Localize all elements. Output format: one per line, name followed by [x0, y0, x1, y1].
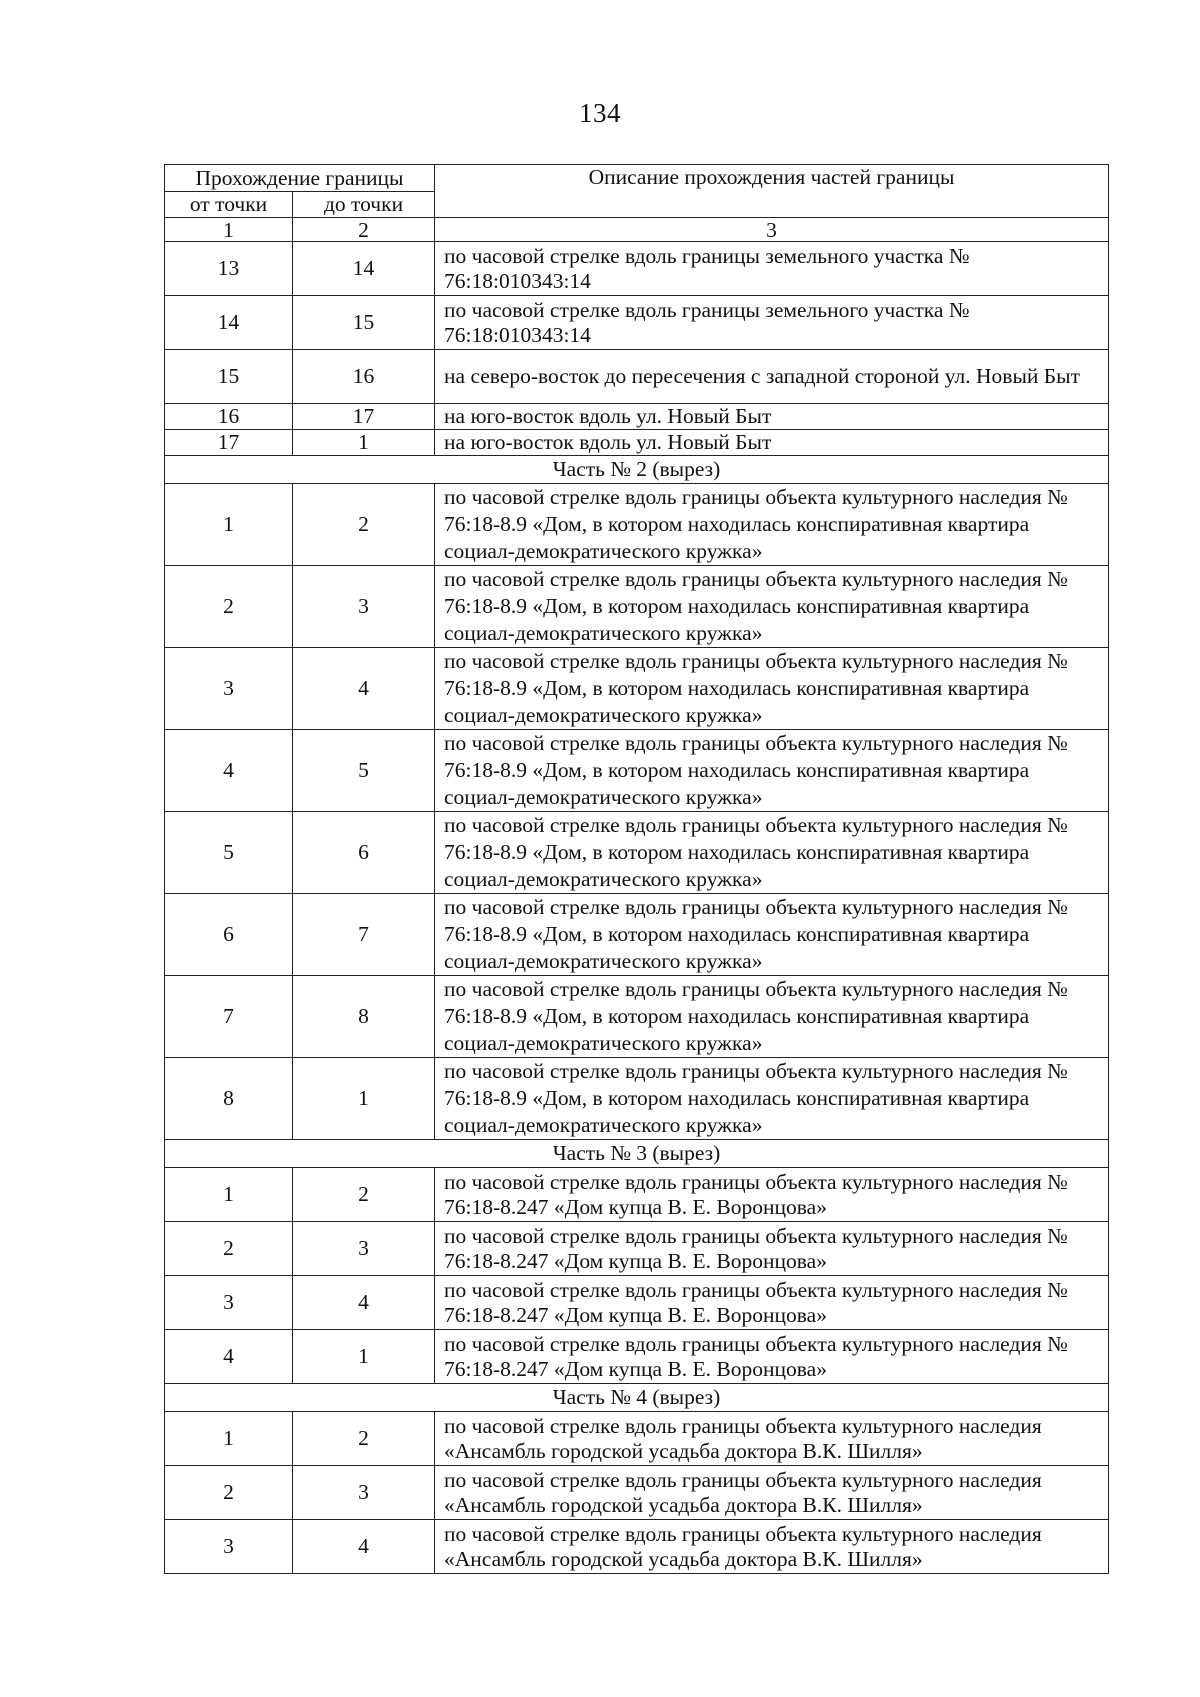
section-heading-row [165, 1140, 1109, 1168]
segment-description: на юго-восток вдоль ул. Новый Быт [435, 404, 1109, 430]
to-point: 14 [293, 242, 435, 296]
to-point: 4 [293, 1520, 435, 1574]
header-from-point: от точки [165, 192, 293, 218]
table-row [165, 1330, 1109, 1384]
section-title-part-2: Часть № 2 (вырез) [165, 456, 1109, 484]
segment-description: по часовой стрелке вдоль границы объекта культурного наследия № 76:18-8.247 «Дом купца В. Е. Воронцова» [435, 1330, 1109, 1384]
segment-description: на юго-восток вдоль ул. Новый Быт [435, 430, 1109, 456]
table-row [165, 350, 1109, 404]
section-title-part-4: Часть № 4 (вырез) [165, 1384, 1109, 1412]
segment-description: по часовой стрелке вдоль границы объекта культурного наследия № 76:18-8.9 «Дом, в котором находилась конспиративная квартира социал-демократического кружка» [435, 812, 1109, 894]
table-row [165, 1058, 1109, 1140]
table-row [165, 296, 1109, 350]
to-point: 1 [293, 1058, 435, 1140]
column-number-3: 3 [435, 218, 1109, 242]
column-number-2: 2 [293, 218, 435, 242]
to-point: 7 [293, 894, 435, 976]
from-point: 8 [165, 1058, 293, 1140]
page-number: 134 [579, 98, 621, 128]
to-point: 2 [293, 1412, 435, 1466]
table-row [165, 1412, 1109, 1466]
segment-description: по часовой стрелке вдоль границы объекта культурного наследия № 76:18-8.9 «Дом, в котором находилась конспиративная квартира социал-демократического кружка» [435, 484, 1109, 566]
table-row [165, 1466, 1109, 1520]
from-point: 2 [165, 566, 293, 648]
segment-description: по часовой стрелке вдоль границы объекта культурного наследия № 76:18-8.9 «Дом, в котором находилась конспиративная квартира социал-демократического кружка» [435, 566, 1109, 648]
segment-description: по часовой стрелке вдоль границы объекта культурного наследия «Ансамбль городской усадьба доктора В.К. Шилля» [435, 1520, 1109, 1574]
segment-description: по часовой стрелке вдоль границы земельного участка № 76:18:010343:14 [435, 296, 1109, 350]
to-point: 4 [293, 1276, 435, 1330]
to-point: 1 [293, 430, 435, 456]
table-row [165, 404, 1109, 430]
from-point: 3 [165, 648, 293, 730]
table-row [165, 430, 1109, 456]
from-point: 14 [165, 296, 293, 350]
segment-description: по часовой стрелке вдоль границы объекта культурного наследия № 76:18-8.247 «Дом купца В. Е. Воронцова» [435, 1222, 1109, 1276]
from-point: 4 [165, 1330, 293, 1384]
to-point: 16 [293, 350, 435, 404]
boundary-table [164, 164, 1109, 1574]
segment-description: на северо-восток до пересечения с западной стороной ул. Новый Быт [435, 350, 1109, 404]
to-point: 8 [293, 976, 435, 1058]
table-row [165, 976, 1109, 1058]
header-boundary-passage: Прохождение границы [165, 165, 435, 192]
segment-description: по часовой стрелке вдоль границы объекта культурного наследия № 76:18-8.247 «Дом купца В. Е. Воронцова» [435, 1168, 1109, 1222]
to-point: 17 [293, 404, 435, 430]
segment-description: по часовой стрелке вдоль границы земельного участка № 76:18:010343:14 [435, 242, 1109, 296]
from-point: 3 [165, 1276, 293, 1330]
segment-description: по часовой стрелке вдоль границы объекта культурного наследия № 76:18-8.9 «Дом, в котором находилась конспиративная квартира социал-демократического кружка» [435, 648, 1109, 730]
to-point: 3 [293, 566, 435, 648]
segment-description: по часовой стрелке вдоль границы объекта культурного наследия «Ансамбль городской усадьба доктора В.К. Шилля» [435, 1466, 1109, 1520]
column-number-row [165, 218, 1109, 242]
to-point: 3 [293, 1222, 435, 1276]
to-point: 2 [293, 1168, 435, 1222]
table-row [165, 242, 1109, 296]
from-point: 17 [165, 430, 293, 456]
from-point: 5 [165, 812, 293, 894]
from-point: 15 [165, 350, 293, 404]
to-point: 4 [293, 648, 435, 730]
from-point: 13 [165, 242, 293, 296]
table-row [165, 1222, 1109, 1276]
from-point: 6 [165, 894, 293, 976]
segment-description: по часовой стрелке вдоль границы объекта культурного наследия № 76:18-8.9 «Дом, в котором находилась конспиративная квартира социал-демократического кружка» [435, 730, 1109, 812]
to-point: 2 [293, 484, 435, 566]
from-point: 4 [165, 730, 293, 812]
from-point: 16 [165, 404, 293, 430]
table-row [165, 730, 1109, 812]
table-row [165, 812, 1109, 894]
to-point: 5 [293, 730, 435, 812]
from-point: 1 [165, 484, 293, 566]
from-point: 2 [165, 1466, 293, 1520]
header-description: Описание прохождения частей границы [435, 165, 1109, 218]
table-row [165, 1168, 1109, 1222]
segment-description: по часовой стрелке вдоль границы объекта культурного наследия № 76:18-8.9 «Дом, в котором находилась конспиративная квартира социал-демократического кружка» [435, 976, 1109, 1058]
header-to-point: до точки [293, 192, 435, 218]
table-header-row [165, 165, 1109, 192]
to-point: 15 [293, 296, 435, 350]
to-point: 1 [293, 1330, 435, 1384]
segment-description: по часовой стрелке вдоль границы объекта культурного наследия № 76:18-8.247 «Дом купца В. Е. Воронцова» [435, 1276, 1109, 1330]
table-row [165, 894, 1109, 976]
to-point: 3 [293, 1466, 435, 1520]
boundary-table-wrapper [164, 164, 1108, 1574]
table-row [165, 1276, 1109, 1330]
section-heading-row [165, 456, 1109, 484]
from-point: 1 [165, 1168, 293, 1222]
table-row [165, 1520, 1109, 1574]
to-point: 6 [293, 812, 435, 894]
segment-description: по часовой стрелке вдоль границы объекта культурного наследия № 76:18-8.9 «Дом, в котором находилась конспиративная квартира социал-демократического кружка» [435, 894, 1109, 976]
from-point: 1 [165, 1412, 293, 1466]
column-number-1: 1 [165, 218, 293, 242]
from-point: 3 [165, 1520, 293, 1574]
segment-description: по часовой стрелке вдоль границы объекта культурного наследия «Ансамбль городской усадьба доктора В.К. Шилля» [435, 1412, 1109, 1466]
table-row [165, 566, 1109, 648]
segment-description: по часовой стрелке вдоль границы объекта культурного наследия № 76:18-8.9 «Дом, в котором находилась конспиративная квартира социал-демократического кружка» [435, 1058, 1109, 1140]
from-point: 2 [165, 1222, 293, 1276]
from-point: 7 [165, 976, 293, 1058]
section-heading-row [165, 1384, 1109, 1412]
table-row [165, 484, 1109, 566]
section-title-part-3: Часть № 3 (вырез) [165, 1140, 1109, 1168]
table-row [165, 648, 1109, 730]
